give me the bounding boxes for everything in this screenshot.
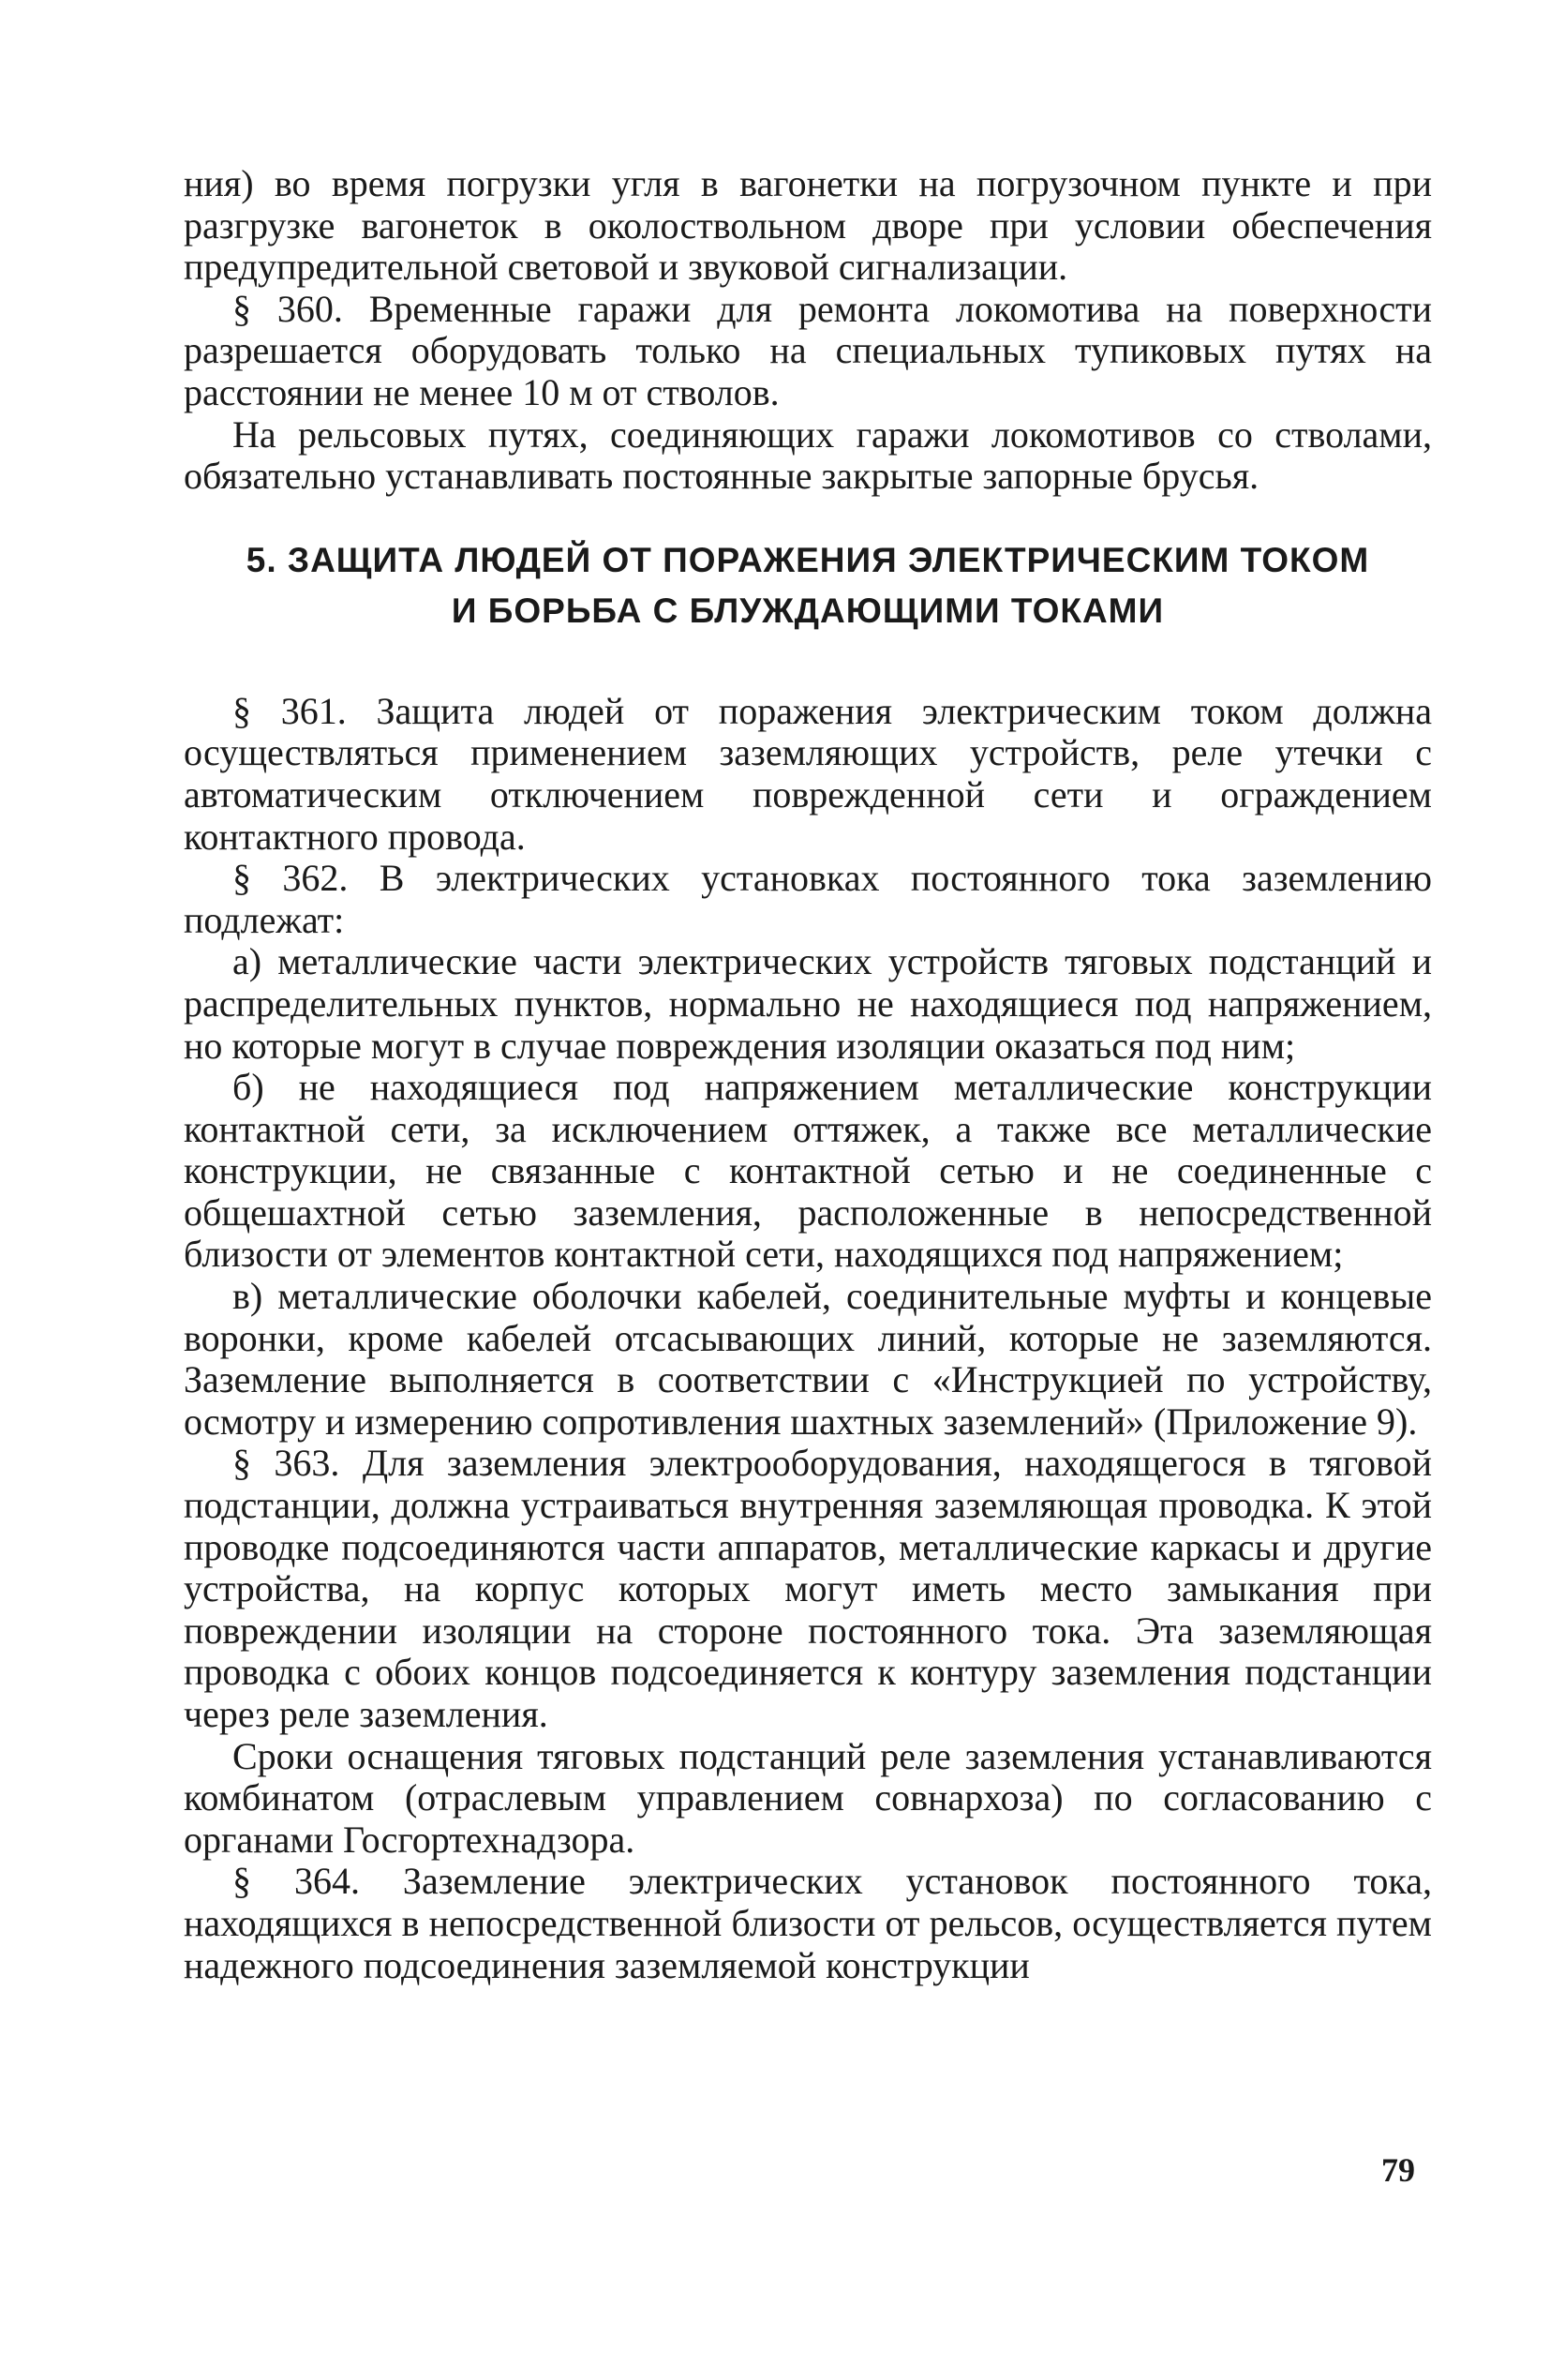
list-item-b: б) не находящиеся под напряжением металлические конструкции контактной сети, за исключением оттяжек, а также все металлические конструкции, не связанные с контактной сетью и не соединенные с общешахтной сетью заземления, расположенные в непосредственной близости от элементов контактной сети, находящихся под напряжением; [184, 1066, 1432, 1276]
paragraph-362: § 362. В электрических установках постоянного тока заземлению подлежат: [184, 857, 1432, 941]
body-text [184, 163, 1432, 1986]
page-number: 79 [1381, 2151, 1415, 2189]
section-heading-line-2: И БОРЬБА С БЛУЖДАЮЩИМИ ТОКАМИ [451, 591, 1165, 630]
paragraph-continuation: ния) во время погрузки угля в вагонетки на погрузочном пункте и при разгрузке вагонеток в околоствольном дворе при условии обеспечения предупредительной световой и звуковой сигнализации. [184, 162, 1432, 289]
paragraph-rail-tracks: На рельсовых путях, соединяющих гаражи локомотивов со стволами, обязательно устанавливать постоянные закрытые запорные брусья. [184, 412, 1432, 498]
paragraph-361: § 361. Защита людей от поражения электрическим током должна осуществляться применением заземляющих устройств, реле утечки с автоматическим отключением поврежденной сети и ограждением контактного провода. [184, 689, 1432, 858]
paragraph-364: § 364. Заземление электрических установок постоянного тока, находящихся в непосредственной близости от рельсов, осуществляется путем надежного подсоединения заземляемой конструкции [184, 1860, 1432, 1986]
paragraph-360: § 360. Временные гаражи для ремонта локомотива на поверхности разрешается оборудовать только на специальных тупиковых путях на расстоянии не менее 10 м от стволов. [184, 287, 1432, 413]
list-item-a: а) металлические части электрических устройств тяговых подстанций и распределительных пунктов, нормально не находящиеся под напряжением, но которые могут в случае повреждения изоляции оказаться под ним; [184, 940, 1432, 1067]
section-heading [184, 535, 1432, 636]
paragraph-363: § 363. Для заземления электрооборудования, находящегося в тяговой подстанции, должна устраиваться внутренняя заземляющая проводка. К этой проводке подсоединяются части аппаратов, металлические каркасы и другие устройства, на корпус которых могут иметь место замыкания при повреждении изоляции на стороне постоянного тока. Эта заземляющая проводка с обоих концов подсоединяется к контуру заземления подстанции через реле заземления. [184, 1442, 1432, 1735]
section-heading-line-1: 5. ЗАЩИТА ЛЮДЕЙ ОТ ПОРАЖЕНИЯ ЭЛЕКТРИЧЕСКИМ ТОКОМ [246, 540, 1370, 579]
paragraph-deadlines: Сроки оснащения тяговых подстанций реле заземления устанавливаются комбинатом (отраслевым управлением совнархоза) по согласованию с органами Госгортехнадзора. [184, 1734, 1432, 1861]
list-item-v: в) металлические оболочки кабелей, соединительные муфты и концевые воронки, кроме кабелей отсасывающих линий, которые не заземляются. Заземление выполняется в соответствии с «Инструкцией по устройству, осмотру и измерению сопротивления шахтных заземлений» (Приложение 9). [184, 1275, 1432, 1443]
